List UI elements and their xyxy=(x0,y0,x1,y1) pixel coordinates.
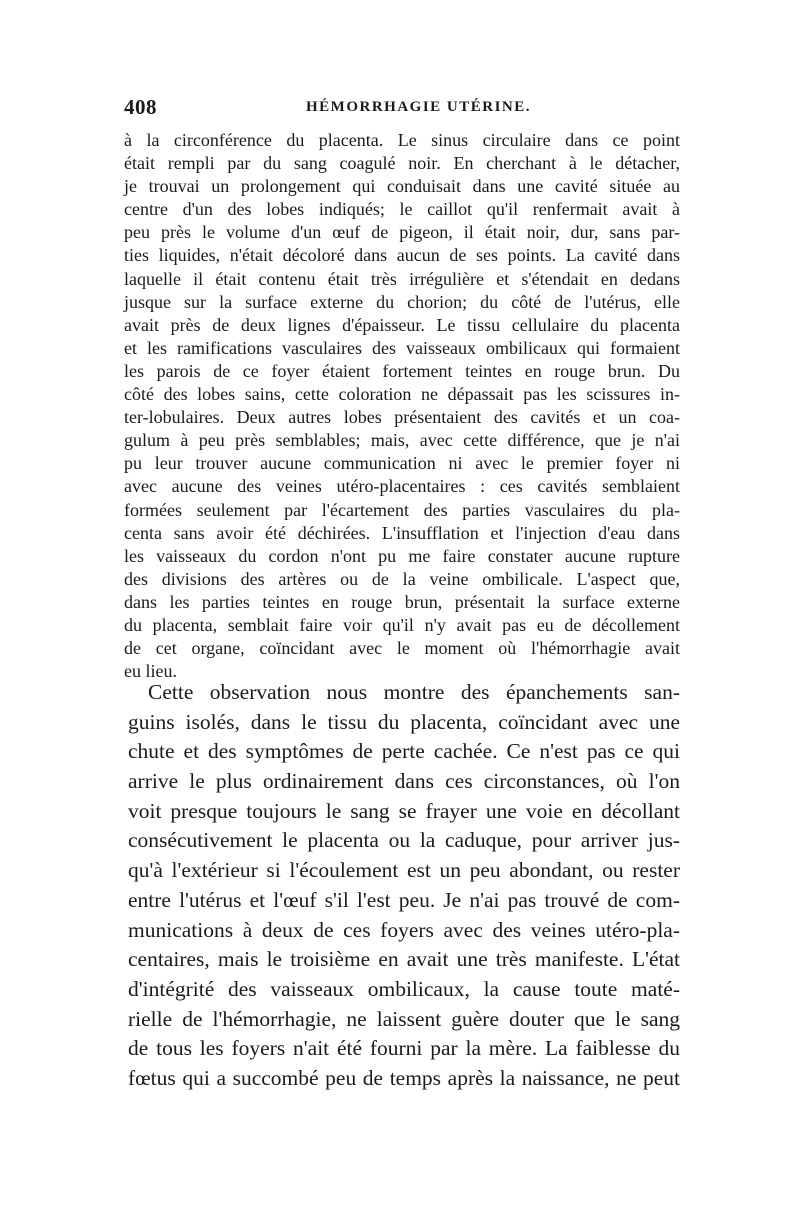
text-line: formées seulement par l'écartement des parties vasculaires du pla- xyxy=(124,499,680,520)
text-line: Cette observation nous montre des épanchements san- xyxy=(148,680,680,704)
text-line: et les ramifications vasculaires des vaisseaux ombilicaux qui formaient xyxy=(124,337,680,358)
text-line: avec aucune des veines utéro-placentaires : ces cavités semblaient xyxy=(124,476,680,497)
text-line: peu près le volume d'un œuf de pigeon, il était noir, dur, sans par- xyxy=(124,222,680,243)
text-line: rielle de l'hémorrhagie, ne laissent guère douter que le sang xyxy=(128,1006,680,1031)
text-line: du placenta, semblait faire voir qu'il n'y avait pas eu de décollement xyxy=(124,614,680,635)
text-line: je trouvai un prolongement qui conduisait dans une cavité située au xyxy=(124,176,680,197)
text-line: de cet organe, coïncidant avec le moment où l'hémorrhagie avait xyxy=(124,638,680,659)
text-line: dans les parties teintes en rouge brun, présentait la surface externe xyxy=(124,591,680,612)
text-line: arrive le plus ordinairement dans ces circonstances, où l'on xyxy=(128,769,680,794)
paragraph-observation xyxy=(124,129,680,683)
text-line: centre d'un des lobes indiqués; le caillot qu'il renfermait avait à xyxy=(124,199,680,220)
text-line: voit presque toujours le sang se frayer une voie en décollant xyxy=(128,798,680,823)
text-line: avait près de deux lignes d'épaisseur. Le tissu cellulaire du placenta xyxy=(124,314,680,335)
text-line: laquelle il était contenu était très irrégulière et s'étendait en dedans xyxy=(124,268,680,289)
text-line: eu lieu. xyxy=(124,661,177,682)
running-title: HÉMORRHAGIE UTÉRINE. xyxy=(306,99,532,115)
text-line: à la circonférence du placenta. Le sinus circulaire dans ce point xyxy=(124,130,680,150)
text-line: était rempli par du sang coagulé noir. En cherchant à le détacher, xyxy=(124,153,680,174)
text-line: les parois de ce foyer étaient fortement teintes en rouge brun. Du xyxy=(124,360,680,381)
text-line: guins isolés, dans le tissu du placenta, coïncidant avec une xyxy=(128,709,680,734)
text-line: centa sans avoir été déchirées. L'insufflation et l'injection d'eau dans xyxy=(124,522,680,543)
text-line: jusque sur la surface externe du chorion; du côté de l'utérus, elle xyxy=(124,291,680,312)
text-line: consécutivement le placenta ou la caduque, pour arriver jus- xyxy=(128,828,680,853)
text-line: côté des lobes sains, cette coloration ne dépassait pas les scissures in- xyxy=(124,384,680,405)
text-line: de tous les foyers n'ait été fourni par la mère. La faiblesse du xyxy=(128,1036,680,1061)
text-line: pu leur trouver aucune communication ni avec le premier foyer ni xyxy=(124,453,680,474)
page-number: 408 xyxy=(124,95,157,119)
text-line: qu'à l'extérieur si l'écoulement est un peu abondant, ou rester xyxy=(128,858,680,883)
paragraph-commentary xyxy=(128,678,680,1094)
text-line: les vaisseaux du cordon n'ont pu me faire constater aucune rupture xyxy=(124,545,680,566)
text-line: fœtus qui a succombé peu de temps après la naissance, ne peut xyxy=(128,1065,680,1090)
text-line: entre l'utérus et l'œuf s'il l'est peu. Je n'ai pas trouvé de com- xyxy=(128,887,680,912)
text-line: ter-lobulaires. Deux autres lobes présentaient des cavités et un coa- xyxy=(124,407,680,428)
text-line: des divisions des artères ou de la veine ombilicale. L'aspect que, xyxy=(124,568,680,589)
text-line: ties liquides, n'était décoloré dans aucun de ses points. La cavité dans xyxy=(124,245,680,266)
text-line: munications à deux de ces foyers avec des veines utéro-pla- xyxy=(128,917,680,942)
text-line: centaires, mais le troisième en avait une très manifeste. L'état xyxy=(128,947,680,972)
running-head xyxy=(124,95,680,121)
text-line: chute et des symptômes de perte cachée. Ce n'est pas ce qui xyxy=(128,739,680,764)
text-line: gulum à peu près semblables; mais, avec cette différence, que je n'ai xyxy=(124,430,680,451)
text-line: d'intégrité des vaisseaux ombilicaux, la cause toute maté- xyxy=(128,976,680,1001)
